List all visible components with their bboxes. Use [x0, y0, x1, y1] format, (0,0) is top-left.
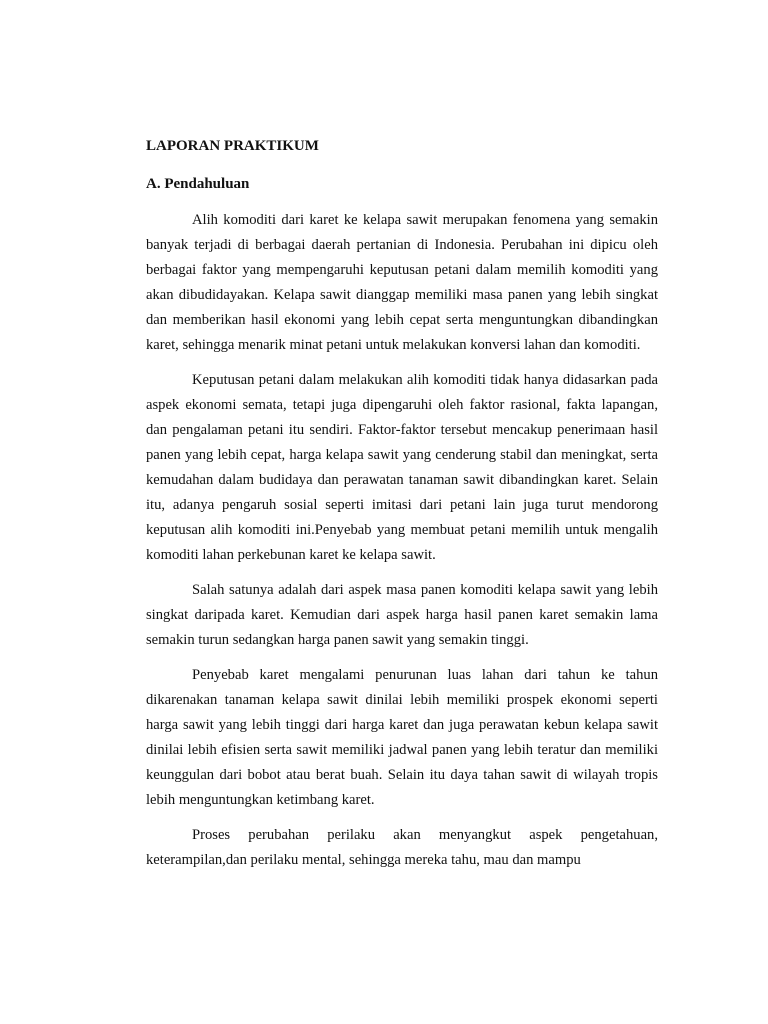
section-heading: A. Pendahuluan	[146, 176, 250, 192]
document-title: LAPORAN PRAKTIKUM	[146, 138, 319, 154]
paragraph-2: Keputusan petani dalam melakukan alih komoditi tidak hanya didasarkan pada aspek ekonomi semata, tetapi juga dipengaruhi oleh faktor rasional, fakta lapangan, dan pengalaman petani itu sendiri. Faktor-faktor tersebut mencakup penerimaan hasil panen yang lebih cepat, harga kelapa sawit yang cenderung stabil dan meningkat, serta kemudahan dalam budidaya dan perawatan tanaman sawit dibandingkan karet. Selain itu, adanya pengaruh sosial seperti imitasi dari petani lain juga turut mendorong keputusan alih komoditi ini.Penyebab yang membuat petani memilih untuk mengalih komoditi lahan perkebunan karet ke kelapa sawit.	[146, 372, 658, 563]
paragraph-1: Alih komoditi dari karet ke kelapa sawit merupakan fenomena yang semakin banyak terjadi di berbagai daerah pertanian di Indonesia. Perubahan ini dipicu oleh berbagai faktor yang mempengaruhi keputusan petani dalam memilih komoditi yang akan dibudidayakan. Kelapa sawit dianggap memiliki masa panen yang lebih singkat dan memberikan hasil ekonomi yang lebih cepat serta menguntungkan dibandingkan karet, sehingga menarik minat petani untuk melakukan konversi lahan dan komoditi.	[146, 212, 658, 353]
document-body	[146, 136, 658, 883]
paragraph-5: Proses perubahan perilaku akan menyangkut aspek pengetahuan, keterampilan,dan perilaku mental, sehingga mereka tahu, mau dan mampu	[146, 827, 658, 868]
paragraph-4: Penyebab karet mengalami penurunan luas lahan dari tahun ke tahun dikarenakan tanaman kelapa sawit dinilai lebih memiliki prospek ekonomi seperti harga sawit yang lebih tinggi dari harga karet dan juga perawatan kebun kelapa sawit dinilai lebih efisien serta sawit memiliki jadwal panen yang lebih teratur dan memiliki keunggulan dari bobot atau berat buah. Selain itu daya tahan sawit di wilayah tropis lebih menguntungkan ketimbang karet.	[146, 667, 658, 808]
paragraph-3: Salah satunya adalah dari aspek masa panen komoditi kelapa sawit yang lebih singkat daripada karet. Kemudian dari aspek harga hasil panen karet semakin lama semakin turun sedangkan harga panen sawit yang semakin tinggi.	[146, 582, 658, 648]
